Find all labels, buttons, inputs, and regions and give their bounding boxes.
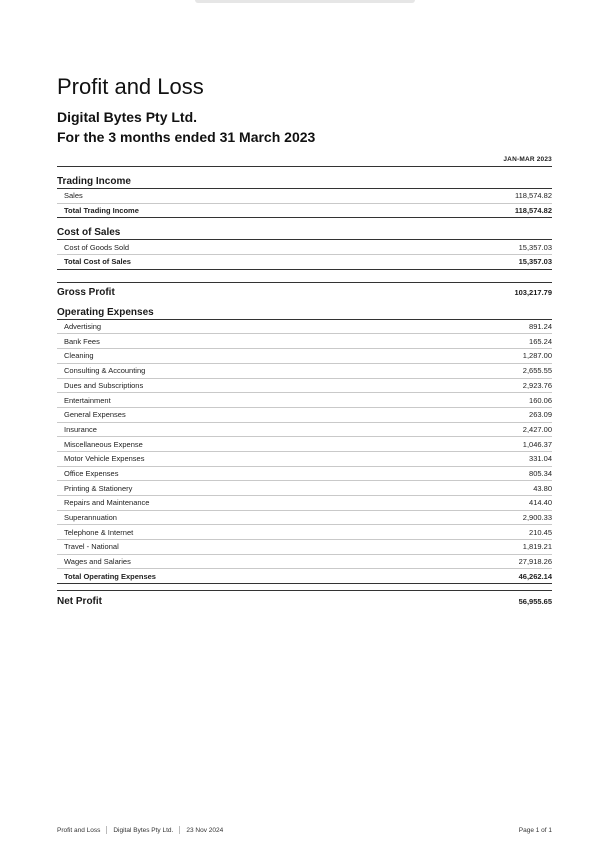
row-label: Repairs and Maintenance — [64, 498, 150, 508]
row-value: 15,357.03 — [518, 257, 552, 267]
company-name: Digital Bytes Pty Ltd. — [57, 109, 198, 125]
row-label: Cleaning — [64, 351, 94, 361]
row-value: 43.80 — [533, 483, 552, 493]
row-value: 1,046.37 — [522, 439, 552, 449]
row-value: 160.06 — [529, 395, 552, 405]
row-value: 414.40 — [529, 498, 552, 508]
footer-page-number: Page 1 of 1 — [518, 826, 552, 834]
row-label: Office Expenses — [64, 468, 119, 478]
footer-report-name: Profit and Loss — [57, 826, 101, 834]
row-label: Telephone & Internet — [64, 527, 134, 537]
table-row — [57, 334, 552, 349]
row-value: 27,918.26 — [518, 557, 552, 567]
row-label: Bank Fees — [64, 336, 100, 346]
row-value: 118,574.82 — [514, 206, 552, 216]
row-value: 1,287.00 — [522, 351, 552, 361]
table-row — [57, 437, 552, 452]
table-row — [57, 320, 552, 335]
row-label: Sales — [64, 191, 83, 201]
table-row — [57, 189, 552, 204]
row-value: 891.24 — [529, 322, 552, 332]
row-label: Dues and Subscriptions — [64, 380, 144, 390]
row-value: 805.34 — [529, 468, 552, 478]
table-row — [57, 379, 552, 394]
table-row — [57, 525, 552, 540]
row-value: 118,574.82 — [515, 191, 552, 201]
row-value: 15,357.03 — [518, 242, 552, 252]
footer-date: 23 Nov 2024 — [186, 826, 224, 834]
row-label: Miscellaneous Expense — [64, 439, 143, 449]
row-value: 263.09 — [529, 410, 552, 420]
row-value: 2,900.33 — [522, 513, 552, 523]
row-label: Total Operating Expenses — [64, 571, 156, 581]
table-row — [57, 364, 552, 379]
table-row — [57, 393, 552, 408]
row-value: 2,427.00 — [522, 424, 552, 434]
row-value: 2,923.76 — [522, 380, 552, 390]
total-row-operating-expenses — [57, 569, 552, 584]
row-label: Consulting & Accounting — [64, 366, 146, 376]
row-label: Cost of Goods Sold — [64, 242, 130, 252]
row-label: Travel - National — [64, 542, 119, 552]
table-row — [57, 349, 552, 364]
top-scroll-edge — [195, 0, 415, 3]
table-row — [57, 467, 552, 482]
table-row — [57, 240, 552, 255]
net-profit-label: Net Profit — [57, 595, 102, 607]
footer-divider — [106, 826, 107, 834]
section-heading-cost-of-sales: Cost of Sales — [57, 226, 552, 240]
row-value: 165.24 — [529, 336, 552, 346]
table-row — [57, 496, 552, 511]
row-value: 210.45 — [529, 527, 552, 537]
row-label: Motor Vehicle Expenses — [64, 454, 145, 464]
row-label: Advertising — [64, 322, 102, 332]
table-row — [57, 540, 552, 555]
row-value: 46,262.14 — [518, 571, 552, 581]
row-label: Wages and Salaries — [64, 557, 131, 567]
footer-divider — [179, 826, 180, 834]
net-profit-value: 56,955.65 — [518, 596, 552, 606]
footer-company: Digital Bytes Pty Ltd. — [113, 826, 174, 834]
gross-profit-label: Gross Profit — [57, 287, 115, 299]
profit-and-loss-report — [57, 74, 552, 609]
row-label: Superannuation — [64, 513, 117, 523]
total-row-cost-of-sales — [57, 255, 552, 270]
table-row — [57, 423, 552, 438]
column-header: JAN-MAR 2023 — [57, 155, 552, 167]
table-row — [57, 511, 552, 526]
row-label: General Expenses — [64, 410, 126, 420]
page-footer — [57, 824, 552, 836]
row-label: Printing & Stationery — [64, 483, 133, 493]
report-period: For the 3 months ended 31 March 2023 — [57, 129, 316, 145]
footer-info — [57, 826, 223, 834]
row-label: Total Cost of Sales — [64, 257, 131, 267]
gross-profit-row — [57, 282, 552, 301]
report-title: Profit and Loss — [57, 74, 204, 99]
section-heading-operating-expenses: Operating Expenses — [57, 306, 552, 320]
table-row — [57, 408, 552, 423]
table-row — [57, 452, 552, 467]
row-value: 331.04 — [529, 454, 552, 464]
net-profit-row — [57, 590, 552, 609]
row-value: 1,819.21 — [522, 542, 552, 552]
row-label: Insurance — [64, 424, 97, 434]
row-value: 2,655.55 — [522, 366, 552, 376]
row-label: Total Trading Income — [64, 206, 139, 216]
table-row — [57, 481, 552, 496]
table-row — [57, 555, 552, 570]
section-heading-trading-income: Trading Income — [57, 175, 552, 189]
row-label: Entertainment — [64, 395, 111, 405]
total-row-trading-income — [57, 204, 552, 219]
gross-profit-value: 103,217.79 — [514, 288, 552, 298]
